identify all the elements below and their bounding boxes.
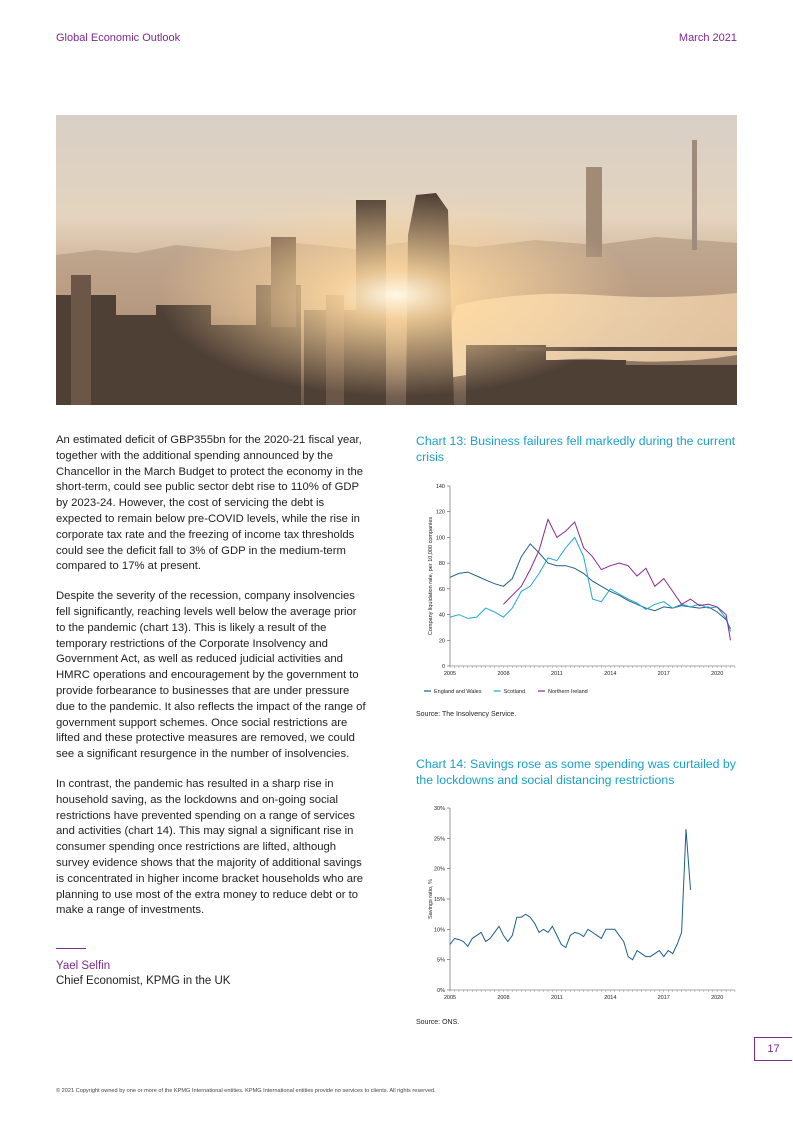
y-axis-label: Savings ratio, %	[428, 879, 434, 919]
legend-entry: Scotland	[503, 689, 526, 695]
chart-13-insolvency-rates	[412, 478, 742, 703]
series-line-northern-ireland	[503, 519, 730, 640]
paragraph: An estimated deficit of GBP355bn for the 2020-21 fiscal year, together with the additional spending announced by the Chancellor in the March Budget to protect the economy in the short-term, could see public sector debt rise to 110% of GDP by 2023-24. However, the cost of servicing the debt is expected to remain below pre-COVID levels, while the rise in corporate tax rate and the freezing of income tax thresholds could see the deficit fall to 3% of GDP in the medium-term compared to 17% at present.	[56, 434, 364, 573]
chart-14-title: Chart 14: Savings rose as some spending was curtailed by the lockdowns and social distancing restrictions	[416, 757, 736, 787]
legend-entry: Northern Ireland	[548, 689, 588, 695]
chart-14-source: Source: ONS.	[416, 1019, 460, 1026]
header-date: March 2021	[678, 32, 737, 44]
chart-13-source: Source: The Insolvency Service.	[416, 711, 517, 718]
y-tick-label: 140	[435, 484, 445, 490]
y-tick-label: 40	[438, 612, 445, 619]
author-role: Chief Economist, KPMG in the UK	[56, 975, 231, 987]
series-line-scotland	[450, 537, 731, 631]
y-tick-label: 100	[435, 535, 445, 542]
y-tick-label: 0	[441, 664, 445, 670]
article-body	[56, 433, 368, 933]
paragraph: Despite the severity of the recession, company insolvencies fell significantly, reaching levels well below the average prior to the pandemic (chart 13). This is likely a result of the temporary restrictions of the Corporate Insolvency and Government Act, as well as reduced judicial activities and HMRC operations and encouragement by the government to provide forbearance to businesses that are under pressure due to the pandemic. It also reflects the impact of the range of government support schemes. Once social restrictions are lifted and these protective measures are removed, we could see a significant resurgence in the number of insolvencies.	[56, 590, 366, 761]
x-tick-label: 2011	[550, 671, 563, 677]
x-tick-label: 2008	[497, 671, 510, 677]
y-tick-label: 15%	[433, 897, 445, 903]
paragraph: In contrast, the pandemic has resulted in a sharp rise in household saving, as the lockdowns and on-going social restrictions have prevented spending on a range of services and activities (chart 14). This may signal a significant rise in consumer spending once restrictions are lifted, although survey evidence shows that the majority of additional savings is concentrated in higher income bracket households who are planning to use most of the extra money to reduce debt or to make a range of investments.	[56, 777, 364, 917]
y-tick-label: 10%	[433, 927, 445, 934]
chart-14-savings-ratio	[412, 800, 742, 1000]
x-tick-label: 2011	[550, 995, 563, 1000]
x-tick-label: 2005	[443, 671, 457, 677]
page-number: 17	[754, 1037, 792, 1061]
x-tick-label: 2020	[711, 671, 724, 677]
x-tick-label: 2020	[711, 995, 724, 1000]
x-tick-label: 2014	[604, 671, 617, 677]
x-tick-label: 2017	[657, 671, 670, 677]
x-tick-label: 2014	[604, 995, 617, 1000]
chart-13-title: Chart 13: Business failures fell markedly during the current crisis	[416, 434, 736, 464]
x-tick-label: 2017	[657, 995, 670, 1000]
y-tick-label: 120	[435, 509, 445, 516]
author-name: Yael Selfin	[56, 960, 111, 972]
y-tick-label: 30%	[433, 806, 445, 812]
y-axis-label: Company liquidation rate, per 10,000 companies	[428, 516, 434, 636]
x-tick-label: 2008	[497, 995, 510, 1000]
y-tick-label: 20%	[433, 866, 445, 873]
series-line-0	[450, 829, 691, 960]
y-tick-label: 0%	[437, 988, 445, 994]
y-tick-label: 60	[438, 586, 445, 593]
x-tick-label: 2005	[443, 995, 457, 1000]
legend-entry: England and Wales	[434, 689, 482, 695]
london-skyline-photo	[56, 115, 737, 405]
y-tick-label: 20	[438, 638, 445, 645]
y-tick-label: 5%	[437, 957, 445, 964]
y-tick-label: 80	[438, 561, 445, 568]
header-publication-title: Global Economic Outlook	[56, 32, 181, 44]
copyright-footer: © 2021 Copyright owned by one or more of the KPMG International entities. KPMG International entities provide no services to clients. All rights reserved.	[56, 1088, 436, 1094]
y-tick-label: 25%	[433, 836, 445, 843]
author-divider	[56, 948, 86, 949]
